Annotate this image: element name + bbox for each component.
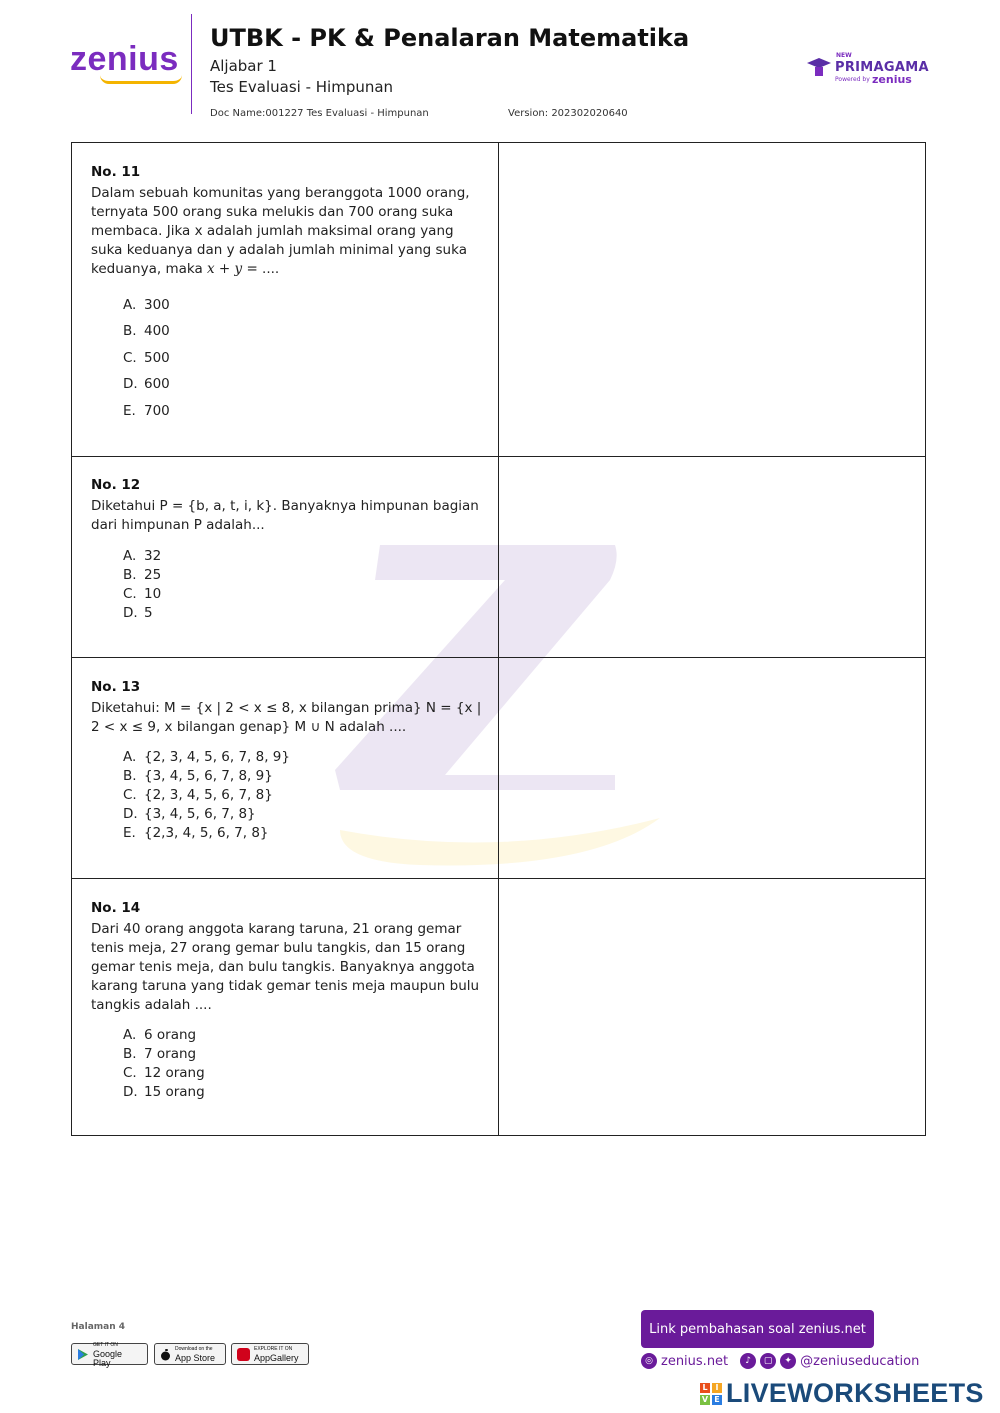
option-b[interactable]: B. 7 orang	[123, 1046, 197, 1062]
row-divider	[71, 878, 926, 879]
globe-icon: ◎	[641, 1353, 657, 1369]
social-handle[interactable]: @zeniuseducation	[800, 1353, 920, 1369]
graduation-cap-icon	[806, 56, 832, 78]
apple-icon	[160, 1348, 171, 1361]
subject-subtitle: Aljabar 1	[210, 57, 277, 75]
liveworksheets-live-icon: L I V E	[700, 1383, 722, 1405]
row-divider	[71, 456, 926, 457]
liveworksheets-wordmark: LIVEWORKSHEETS	[726, 1378, 984, 1408]
question-11	[91, 163, 483, 279]
option-c[interactable]: C. 10	[123, 586, 162, 602]
page-number: Halaman 4	[71, 1322, 126, 1332]
liveworksheets-logo[interactable]	[700, 1378, 984, 1409]
header-divider	[191, 14, 192, 114]
footer-social	[641, 1352, 919, 1370]
question-text: Dari 40 orang anggota karang taruna, 21 orang gemar tenis meja, 27 orang gemar bulu tangkis, dan 15 orang gemar tenis meja, dan bulu tangkis. Banyaknya anggota karang taruna yang tidak gemar tenis meja maupun bulu tangkis adalah ....	[91, 921, 480, 1013]
option-b[interactable]: B. 400	[123, 323, 170, 339]
test-subtitle: Tes Evaluasi - Himpunan	[210, 78, 394, 96]
question-number: No. 13	[91, 679, 141, 695]
option-e[interactable]: E. 700	[123, 403, 170, 419]
option-d[interactable]: D. 15 orang	[123, 1084, 205, 1100]
zenius-logo: zenius	[70, 40, 179, 78]
app-gallery-badge[interactable]: EXPLORE IT ON AppGallery	[231, 1343, 309, 1365]
huawei-appgallery-icon	[237, 1348, 250, 1361]
discussion-link-button[interactable]: Link pembahasan soal zenius.net	[641, 1310, 874, 1348]
option-b[interactable]: B. 25	[123, 567, 162, 583]
question-14	[91, 899, 483, 1015]
question-13	[91, 678, 483, 737]
google-play-icon	[77, 1348, 89, 1361]
primagama-new-label: NEW	[836, 52, 852, 59]
row-divider	[71, 657, 926, 658]
website-link[interactable]: zenius.net	[661, 1353, 729, 1369]
option-d[interactable]: D. {3, 4, 5, 6, 7, 8}	[123, 806, 256, 822]
question-12	[91, 476, 483, 535]
question-number: No. 12	[91, 477, 141, 493]
primagama-name: PRIMAGAMA	[835, 60, 929, 75]
tiktok-icon[interactable]: ♪	[740, 1353, 756, 1369]
answer-column-divider	[498, 142, 499, 1136]
option-e[interactable]: E. {2,3, 4, 5, 6, 7, 8}	[123, 825, 269, 841]
app-store-badge[interactable]: Download on the App Store	[154, 1343, 226, 1365]
math-expression: x + y =	[207, 261, 258, 277]
primagama-logo	[806, 52, 936, 92]
question-text: Diketahui: M = {x | 2 < x ≤ 8, x bilangan prima} N = {x | 2 < x ≤ 9, x bilangan genap} M ∪ N adalah ....	[91, 700, 482, 735]
option-c[interactable]: C. 500	[123, 350, 170, 366]
option-c[interactable]: C. {2, 3, 4, 5, 6, 7, 8}	[123, 787, 273, 803]
option-d[interactable]: D. 5	[123, 605, 153, 621]
option-b[interactable]: B. {3, 4, 5, 6, 7, 8, 9}	[123, 768, 273, 784]
option-a[interactable]: A. 32	[123, 548, 162, 564]
option-a[interactable]: A. {2, 3, 4, 5, 6, 7, 8, 9}	[123, 749, 290, 765]
powered-brand: zenius	[872, 73, 912, 86]
option-a[interactable]: A. 6 orang	[123, 1027, 197, 1043]
doc-version: Version: 202302020640	[508, 108, 628, 119]
question-text: Diketahui P = {b, a, t, i, k}. Banyaknya himpunan bagian dari himpunan P adalah...	[91, 498, 479, 533]
zenius-logo-swoosh	[100, 75, 182, 84]
option-d[interactable]: D. 600	[123, 376, 170, 392]
option-c[interactable]: C. 12 orang	[123, 1065, 205, 1081]
question-number: No. 14	[91, 900, 141, 916]
doc-name: Doc Name:001227 Tes Evaluasi - Himpunan	[210, 108, 429, 119]
twitter-icon[interactable]: ✦	[780, 1353, 796, 1369]
question-number: No. 11	[91, 164, 141, 180]
page-title: UTBK - PK & Penalaran Matematika	[210, 24, 690, 52]
question-text: Dalam sebuah komunitas yang beranggota 1000 orang, ternyata 500 orang suka melukis dan 700 orang suka membaca. Jika x adalah jumlah maksimal orang yang suka keduanya dan y adalah jumlah minimal yang suka keduanya, maka x + y = ....	[91, 185, 470, 277]
instagram-icon[interactable]: ▢	[760, 1353, 776, 1369]
option-a[interactable]: A. 300	[123, 297, 170, 313]
powered-by-label: Powered by	[835, 76, 870, 83]
google-play-badge[interactable]: GET IT ON Google Play	[71, 1343, 148, 1365]
